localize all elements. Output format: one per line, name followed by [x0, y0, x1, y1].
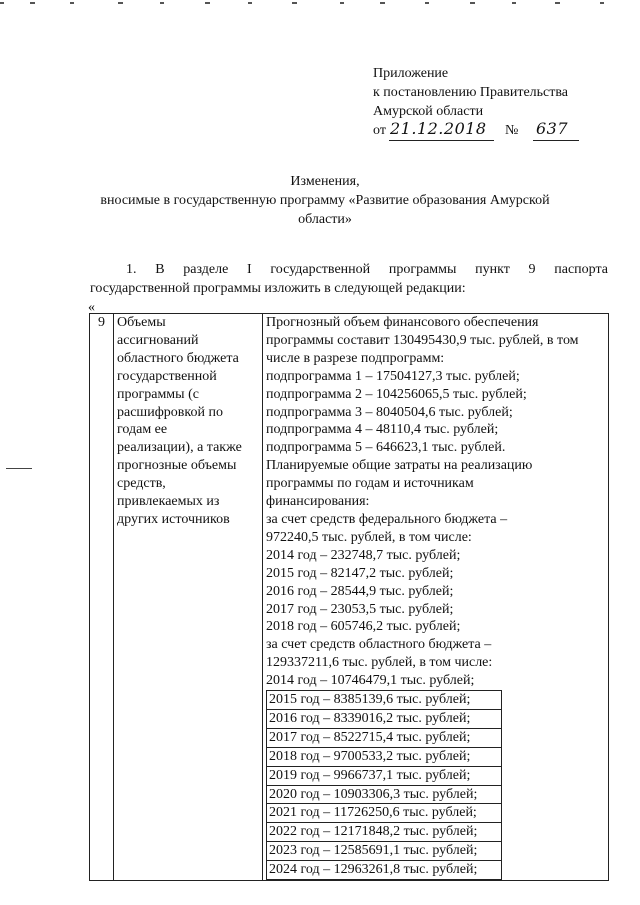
content-line: 2014 год – 232748,7 тыс. рублей; [266, 547, 461, 563]
content-line: 2015 год – 82147,2 тыс. рублей; [266, 565, 454, 581]
paragraph-line-2: государственной программы изложить в следующей редакции: [90, 281, 466, 296]
content-line: 2014 год – 10746479,1 тыс. рублей; [266, 673, 475, 689]
content-lines [266, 314, 605, 690]
content-line: программы по годам и источникам [266, 476, 474, 492]
passport-table [89, 313, 609, 881]
label-line: программы (с [117, 386, 199, 402]
content-line: 972240,5 тыс. рублей, в том числе: [266, 529, 472, 545]
document-title [60, 172, 590, 229]
appendix-resolution: к постановлению Правительства [373, 85, 569, 100]
content-line: Планируемые общие затраты на реализацию [266, 458, 533, 474]
date-prefix: от [373, 123, 386, 138]
year-line: 2018 год – 9700533,2 тыс. рублей; [266, 748, 502, 767]
paragraph-line-1: 1. В разделе I государственной программы пункт 9 паспорта [126, 262, 608, 277]
appendix-header [373, 64, 633, 143]
date-underline [389, 140, 494, 141]
row-number: 9 [98, 315, 105, 330]
label-line: годам ее [117, 422, 168, 438]
label-line: прогнозные объемы [117, 458, 237, 474]
title-line-2: вносимые в государственную программу «Развитие образования Амурской [100, 193, 550, 208]
content-line: финансирования: [266, 494, 370, 510]
content-line: Прогнозный объем финансового обеспечения [266, 315, 539, 330]
label-line: реализации), а также [117, 440, 242, 456]
content-line: программы составит 130495430,9 тыс. рублей, в том [266, 332, 579, 348]
content-line: за счет средств федерального бюджета – [266, 511, 508, 527]
handwritten-date: 21.12.2018 [390, 119, 487, 138]
year-line: 2022 год – 12171848,2 тыс. рублей; [266, 823, 502, 842]
content-line: 2018 год – 605746,2 тыс. рублей; [266, 619, 461, 635]
label-line: расшифровкой по [117, 404, 223, 420]
title-line-3: области» [298, 212, 352, 227]
content-line: подпрограмма 4 – 48110,4 тыс. рублей; [266, 422, 499, 438]
year-line: 2019 год – 9966737,1 тыс. рублей; [266, 767, 502, 786]
margin-mark [6, 468, 32, 469]
year-line: 2021 год – 11726250,6 тыс. рублей; [266, 804, 502, 823]
content-line: числе в разрезе подпрограмм: [266, 350, 445, 366]
year-line: 2020 год – 10903306,3 тыс. рублей; [266, 786, 502, 805]
content-line: подпрограмма 1 – 17504127,3 тыс. рублей; [266, 368, 520, 384]
content-line: подпрограмма 3 – 8040504,6 тыс. рублей; [266, 404, 513, 420]
label-line: других источников [117, 511, 230, 527]
content-line: подпрограмма 2 – 104256065,5 тыс. рублей; [266, 386, 527, 402]
content-line: подпрограмма 5 – 646623,1 тыс. рублей. [266, 440, 506, 456]
number-underline [533, 140, 579, 141]
content-line: 129337211,6 тыс. рублей, в том числе: [266, 655, 493, 671]
title-line-1: Изменения, [290, 174, 360, 189]
content-line: 2017 год – 23053,5 тыс. рублей; [266, 601, 454, 617]
content-cell [263, 314, 609, 881]
opening-quote: « [88, 300, 95, 315]
label-line: областного бюджета [117, 350, 239, 366]
label-line: государственной [117, 368, 217, 384]
label-line: средств, [117, 476, 166, 492]
year-line: 2016 год – 8339016,2 тыс. рублей; [266, 710, 502, 729]
handwritten-number: 637 [536, 119, 569, 138]
label-cell [114, 314, 263, 881]
year-line: 2024 год – 12963261,8 тыс. рублей; [266, 861, 502, 880]
row-number-cell [90, 314, 114, 881]
content-line: за счет средств областного бюджета – [266, 637, 492, 653]
appendix-title: Приложение [373, 66, 449, 81]
year-line: 2015 год – 8385139,6 тыс. рублей; [266, 690, 502, 710]
scan-edge-marks [0, 0, 640, 6]
label-line: ассигнований [117, 332, 199, 348]
table-row [90, 314, 609, 881]
appendix-region: Амурской области [373, 104, 484, 119]
label-lines [117, 314, 259, 529]
year-line: 2017 год – 8522715,4 тыс. рублей; [266, 729, 502, 748]
number-sign: № [505, 123, 519, 138]
boxed-lines [266, 690, 605, 880]
content-line: 2016 год – 28544,9 тыс. рублей; [266, 583, 454, 599]
year-line: 2023 год – 12585691,1 тыс. рублей; [266, 842, 502, 861]
amendment-paragraph [90, 260, 608, 298]
appendix-date-number [373, 121, 633, 143]
label-line: Объемы [117, 315, 166, 330]
label-line: привлекаемых из [117, 494, 220, 510]
